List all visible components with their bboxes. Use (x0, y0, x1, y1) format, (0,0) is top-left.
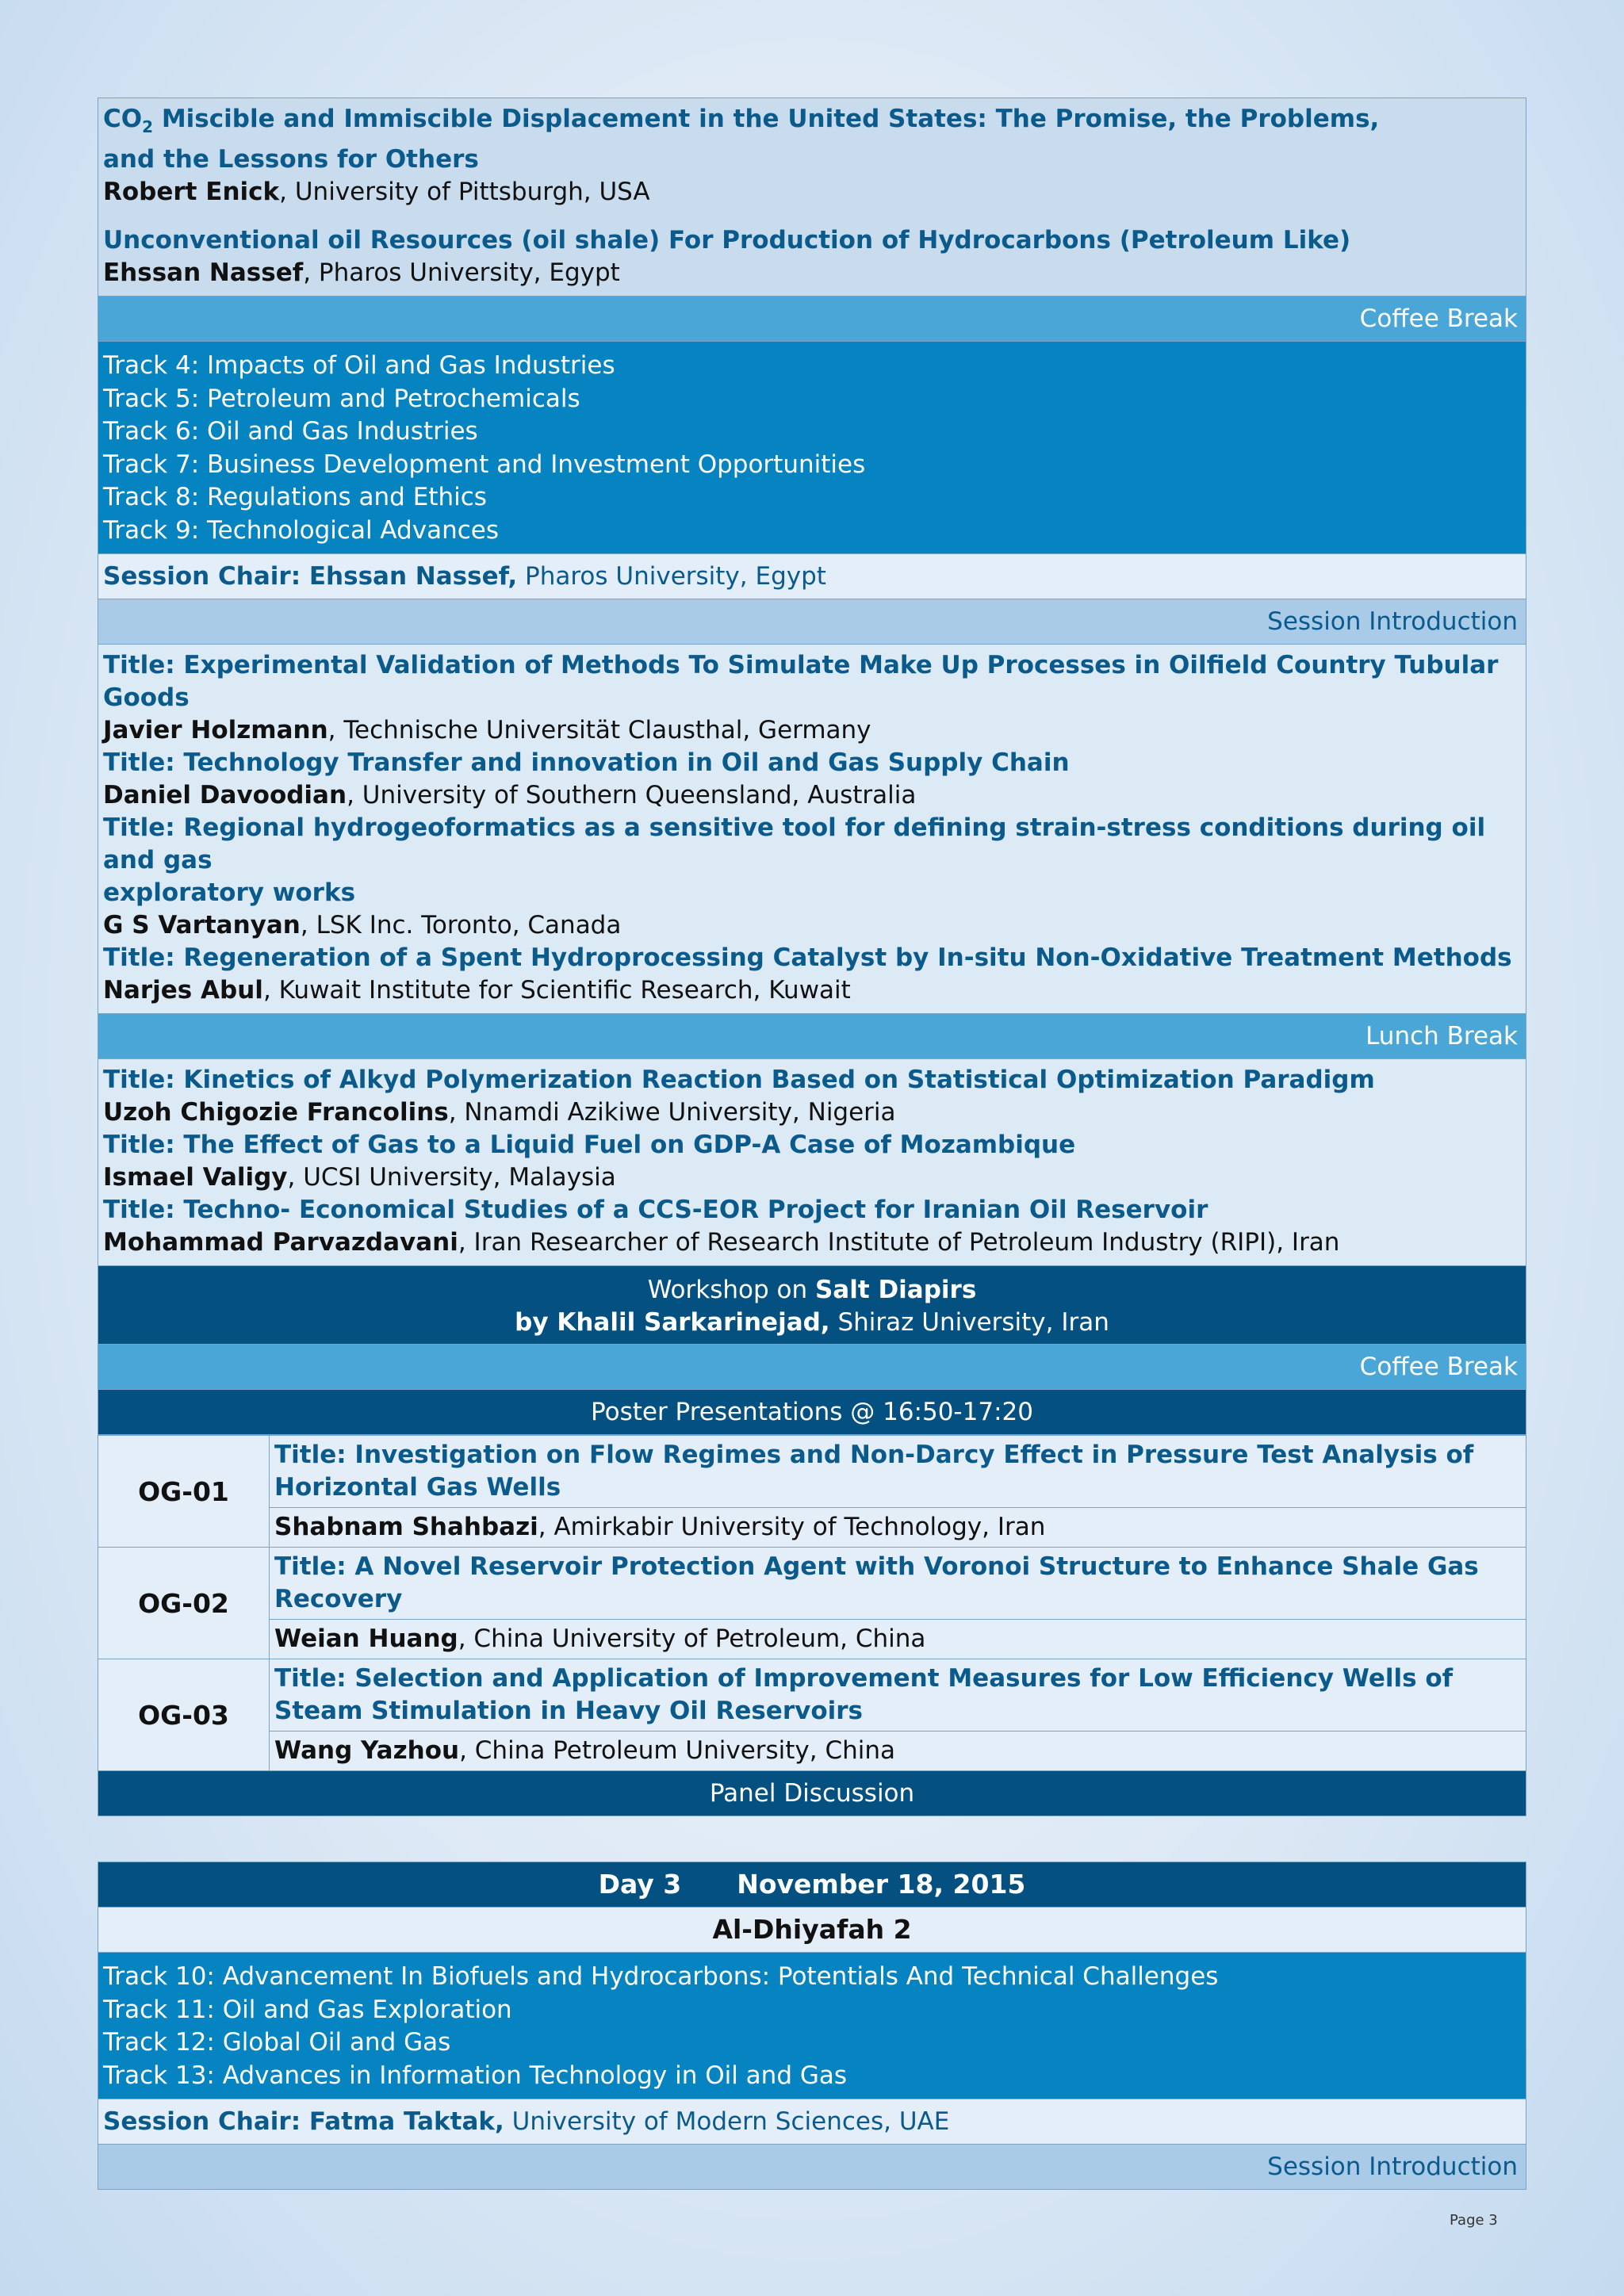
poster-author: Weian Huang, China University of Petroleum, China (270, 1620, 1526, 1659)
talks-block-top (98, 98, 1526, 297)
talk-author: Ehssan Nassef, Pharos University, Egypt (103, 258, 620, 288)
talk-author: Mohammad Parvazdavani, Iran Researcher of Research Institute of Petroleum Industry (RIPI), Iran (103, 1228, 1340, 1257)
session-introduction-bar: Session Introduction (98, 599, 1526, 645)
talk-title: Title: Regeneration of a Spent Hydroprocessing Catalyst by In-situ Non-Oxidative Treatment Methods (103, 943, 1512, 973)
talk-author: Ismael Valigy, UCSI University, Malaysia (103, 1163, 616, 1192)
workshop-presenter: by Khalil Sarkarinejad, Shiraz University, Iran (515, 1308, 1109, 1337)
page-number: Page 3 (1450, 2212, 1498, 2229)
day-header: Day 3 November 18, 2015 (98, 1862, 1526, 1908)
talk-author: Uzoh Chigozie Francolins, Nnamdi Azikiwe University, Nigeria (103, 1098, 896, 1127)
talk-title: Title: Regional hydrogeoformatics as a sensitive tool for defining strain-stress conditions during oil and gas (103, 813, 1486, 875)
poster-title: Title: Selection and Application of Improvement Measures for Low Efficiency Wells of Steam Stimulation in Heavy Oil Reservoirs (270, 1659, 1526, 1732)
track-item: Track 7: Business Development and Investment Opportunities (103, 450, 866, 479)
table-row (98, 1436, 1526, 1508)
program-sheet (98, 98, 1526, 2190)
talks-block-afternoon (98, 1059, 1526, 1266)
panel-discussion-bar: Panel Discussion (98, 1771, 1526, 1816)
talk-author: Robert Enick, University of Pittsburgh, USA (103, 178, 650, 207)
table-row (98, 1548, 1526, 1620)
talk-title: Title: Technology Transfer and innovation in Oil and Gas Supply Chain (103, 748, 1070, 778)
track-item: Track 6: Oil and Gas Industries (103, 417, 478, 446)
table-row (98, 1508, 1526, 1548)
track-item: Track 10: Advancement In Biofuels and Hydrocarbons: Potentials And Technical Challenges (103, 1962, 1219, 1992)
poster-title: Title: A Novel Reservoir Protection Agent with Voronoi Structure to Enhance Shale Gas Recovery (270, 1548, 1526, 1620)
track-item: Track 12: Global Oil and Gas (103, 2028, 451, 2057)
track-item: Track 8: Regulations and Ethics (103, 483, 487, 512)
workshop-title: Workshop on Salt Diapirs (647, 1276, 977, 1305)
session-chair: Session Chair: Fatma Taktak, University of Modern Sciences, UAE (98, 2099, 1526, 2145)
track-item: Track 5: Petroleum and Petrochemicals (103, 384, 580, 413)
talk-title: $CO_2$ Miscible and Immiscible Displacement in the United States: The Promise, the Problems, (103, 105, 1380, 137)
talk-title-cont: and the Lessons for Others (103, 145, 479, 174)
talk-author: Daniel Davoodian, University of Southern Queensland, Australia (103, 781, 917, 810)
talk-author: Javier Holzmann, Technische Universität Clausthal, Germany (103, 716, 871, 745)
table-row (98, 1620, 1526, 1659)
talks-block-mid (98, 645, 1526, 1014)
session-chair: Session Chair: Ehssan Nassef, Pharos University, Egypt (98, 554, 1526, 599)
workshop-banner (98, 1266, 1526, 1345)
tracks-list-a (98, 342, 1526, 554)
tracks-list-b (98, 1953, 1526, 2099)
table-row (98, 1659, 1526, 1732)
talk-title: Title: The Effect of Gas to a Liquid Fuel on GDP-A Case of Mozambique (103, 1131, 1076, 1160)
talk-title: Title: Techno- Economical Studies of a CCS-EOR Project for Iranian Oil Reservoir (103, 1196, 1208, 1225)
poster-code: OG-03 (98, 1659, 270, 1771)
session-introduction-bar: Session Introduction (98, 2145, 1526, 2190)
talk-author: Narjes Abul, Kuwait Institute for Scientific Research, Kuwait (103, 976, 851, 1005)
coffee-break-bar: Coffee Break (98, 297, 1526, 342)
poster-table (98, 1435, 1526, 1771)
track-item: Track 4: Impacts of Oil and Gas Industries (103, 351, 615, 381)
coffee-break-bar: Coffee Break (98, 1345, 1526, 1390)
track-item: Track 13: Advances in Information Technology in Oil and Gas (103, 2061, 848, 2090)
talk-title: Title: Experimental Validation of Methods To Simulate Make Up Processes in Oilfield Country Tubular Goods (103, 651, 1499, 713)
track-item: Track 9: Technological Advances (103, 515, 500, 545)
talk-author: G S Vartanyan, LSK Inc. Toronto, Canada (103, 911, 622, 940)
poster-author: Shabnam Shahbazi, Amirkabir University of Technology, Iran (270, 1508, 1526, 1548)
poster-title: Title: Investigation on Flow Regimes and Non-Darcy Effect in Pressure Test Analysis of Horizontal Gas Wells (270, 1436, 1526, 1508)
talk-title-cont: exploratory works (103, 878, 356, 908)
poster-presentations-header: Poster Presentations @ 16:50-17:20 (98, 1390, 1526, 1435)
talk-title: Unconventional oil Resources (oil shale) For Production of Hydrocarbons (Petroleum Like) (103, 226, 1351, 255)
poster-code: OG-02 (98, 1548, 270, 1659)
track-item: Track 11: Oil and Gas Exploration (103, 1995, 512, 2024)
table-row (98, 1732, 1526, 1771)
lunch-break-bar: Lunch Break (98, 1014, 1526, 1059)
poster-code: OG-01 (98, 1436, 270, 1548)
venue-name: Al-Dhiyafah 2 (98, 1908, 1526, 1953)
talk-title: Title: Kinetics of Alkyd Polymerization Reaction Based on Statistical Optimization Paradigm (103, 1066, 1375, 1095)
poster-author: Wang Yazhou, China Petroleum University, China (270, 1732, 1526, 1771)
